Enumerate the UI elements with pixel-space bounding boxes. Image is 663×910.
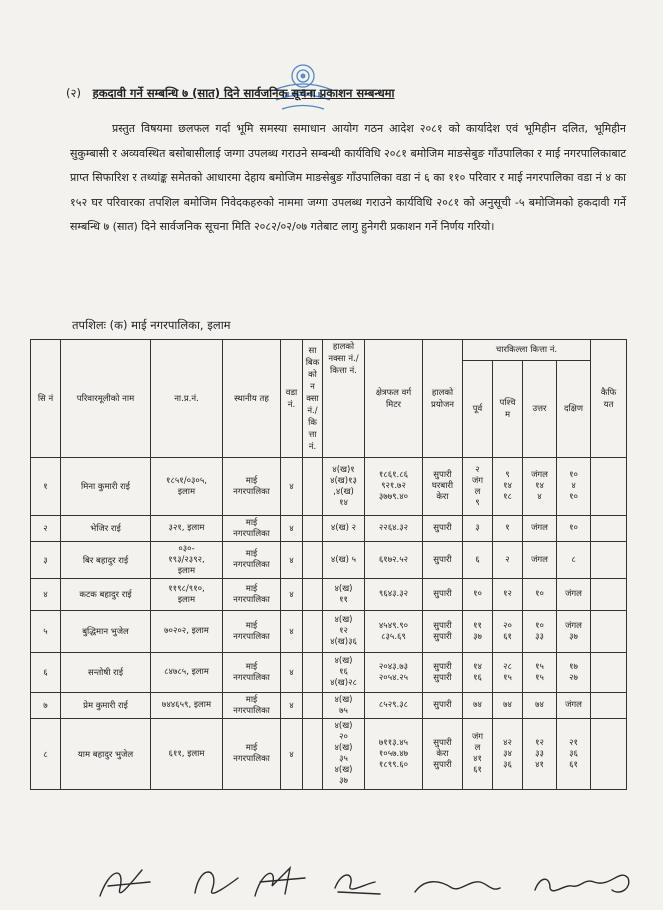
cell-old-sheet [303, 653, 323, 693]
table-row [31, 542, 627, 579]
cell-east: जंग ल ४१ ६१ [463, 719, 493, 790]
cell-sn: २ [31, 516, 61, 542]
cell-north: १० ३३ [523, 611, 557, 653]
signatures-area [80, 848, 640, 908]
cell-south: जंगल [557, 579, 591, 611]
cell-current-use: सुपारी सुपारी [423, 653, 463, 693]
cell-west: ७४ [493, 693, 523, 719]
table-body [31, 458, 627, 790]
cell-west: २० ६१ [493, 611, 523, 653]
header-area: क्षेत्रफल वर्ग मिटर [365, 340, 423, 458]
cell-ward: ४ [281, 458, 303, 516]
signature-1 [100, 870, 150, 896]
cell-current-use: सुपारी सुपारी [423, 611, 463, 653]
cell-area: ७११३.४५ १०५७.४७ १८९९.६० [365, 719, 423, 790]
cell-citizenship: ७०२०२, इलाम [151, 611, 223, 653]
cell-east: ६ [463, 542, 493, 579]
cell-remarks [591, 458, 627, 516]
cell-local-level: माई नगरपालिका [223, 653, 281, 693]
cell-area: १८६१.८६ ९२१.७२ ३७७९.४० [365, 458, 423, 516]
cell-local-level: माई नगरपालिका [223, 693, 281, 719]
cell-south: जंगल ३७ [557, 611, 591, 653]
cell-local-level: माई नगरपालिका [223, 719, 281, 790]
header-sn: सि नं [31, 340, 61, 458]
cell-sn: ७ [31, 693, 61, 719]
signature-5 [415, 882, 500, 892]
signature-4 [335, 875, 380, 894]
cell-local-level: माई नगरपालिका [223, 516, 281, 542]
cell-citizenship: १८५१/०३०५, इलाम [151, 458, 223, 516]
cell-current-use: सुपारी [423, 516, 463, 542]
cell-citizenship: ०३०- १९३/२३९२, इलाम [151, 542, 223, 579]
table-row [31, 719, 627, 790]
cell-current-sheet: ४(ख) १६ ४(ख)२८ [323, 653, 365, 693]
cell-remarks [591, 653, 627, 693]
cell-south: ८ [557, 542, 591, 579]
table-row [31, 579, 627, 611]
cell-west: ९ १४ १८ [493, 458, 523, 516]
cell-old-sheet [303, 719, 323, 790]
cell-local-level: माई नगरपालिका [223, 579, 281, 611]
cell-east: ११ ३७ [463, 611, 493, 653]
header-east: पूर्व [463, 361, 493, 458]
cell-current-sheet: ४(ख) ७५ [323, 693, 365, 719]
cell-current-sheet: ४(ख) २ [323, 516, 365, 542]
cell-north: जंगल १४ ४ [523, 458, 557, 516]
cell-current-sheet: ४(ख) १२ ४(ख)३६ [323, 611, 365, 653]
cell-local-level: माई नगरपालिका [223, 611, 281, 653]
table-header-row [31, 340, 627, 361]
cell-ward: ४ [281, 516, 303, 542]
cell-south: २१ ३६ ६१ [557, 719, 591, 790]
cell-west: २८ १५ [493, 653, 523, 693]
cell-current-sheet: ४(ख) २० ४(ख) ३५ ४(ख) ३७ [323, 719, 365, 790]
cell-west: २ [493, 542, 523, 579]
cell-east: १४ १६ [463, 653, 493, 693]
cell-family-head: प्रेम कुमारी राई [61, 693, 151, 719]
cell-family-head: बुद्धिमान भुजेल [61, 611, 151, 653]
header-old-sheet: सा बिक को न क्सा नं./ कि त्ता नं. [303, 340, 323, 458]
cell-citizenship: ६११, इलाम [151, 719, 223, 790]
cell-family-head: भेजिर राई [61, 516, 151, 542]
cell-north: १५ १५ [523, 653, 557, 693]
cell-current-sheet: ४(ख) ११ [323, 579, 365, 611]
header-family-head: परिवारमूलीको नाम [61, 340, 151, 458]
header-ward: वडा नं. [281, 340, 303, 458]
cell-family-head: कटक बहादुर राई [61, 579, 151, 611]
cell-current-sheet: ४(ख) ५ [323, 542, 365, 579]
cell-west: १ [493, 516, 523, 542]
cell-west: १२ [493, 579, 523, 611]
header-local-level: स्थानीय तह [223, 340, 281, 458]
details-subheading: तपशिलः (क) माई नगरपालिका, इलाम [72, 318, 231, 332]
cell-family-head: याम बहादुर भुजेल [61, 719, 151, 790]
cell-remarks [591, 579, 627, 611]
cell-sn: ३ [31, 542, 61, 579]
table-row [31, 458, 627, 516]
header-south: दक्षिण [557, 361, 591, 458]
table-row [31, 693, 627, 719]
cell-area: ८५२९.३८ [365, 693, 423, 719]
cell-area: ९६४३.३२ [365, 579, 423, 611]
header-remarks: कैफि यत [591, 340, 627, 458]
cell-old-sheet [303, 693, 323, 719]
cell-family-head: मिना कुमारी राई [61, 458, 151, 516]
cell-family-head: बिर बहादुर राई [61, 542, 151, 579]
cell-family-head: सन्तोषी राई [61, 653, 151, 693]
header-current-use: हालको प्रयोजन [423, 340, 463, 458]
cell-remarks [591, 611, 627, 653]
cell-current-use: सुपारी घरबारी केरा [423, 458, 463, 516]
cell-east: १० [463, 579, 493, 611]
table-row [31, 653, 627, 693]
notice-number: (२) [66, 86, 81, 100]
cell-citizenship: ८४७८५, इलाम [151, 653, 223, 693]
cell-ward: ४ [281, 611, 303, 653]
cell-old-sheet [303, 458, 323, 516]
cell-citizenship: ३२१, इलाम [151, 516, 223, 542]
cell-remarks [591, 693, 627, 719]
signature-3 [255, 868, 305, 896]
cell-old-sheet [303, 579, 323, 611]
cell-sn: ६ [31, 653, 61, 693]
cell-north: ७४ [523, 693, 557, 719]
cell-old-sheet [303, 516, 323, 542]
cell-current-use: सुपारी [423, 579, 463, 611]
cell-sn: ८ [31, 719, 61, 790]
notice-title: हकदावी गर्ने सम्बन्धि ७ (सात) दिने सार्वजनिक सूचना प्रकाशन सम्बन्धमा [92, 86, 395, 100]
cell-remarks [591, 719, 627, 790]
cell-north: जंगल [523, 542, 557, 579]
cell-area: ६१७२.५२ [365, 542, 423, 579]
cell-east: ३ [463, 516, 493, 542]
cell-old-sheet [303, 611, 323, 653]
cell-local-level: माई नगरपालिका [223, 542, 281, 579]
cell-citizenship: ७४४६५९, इलाम [151, 693, 223, 719]
cell-south: १७ २७ [557, 653, 591, 693]
cell-west: ४२ ३४ ३६ [493, 719, 523, 790]
signature-6 [535, 875, 629, 892]
header-north: उत्तर [523, 361, 557, 458]
signature-2 [195, 872, 238, 893]
cell-sn: ५ [31, 611, 61, 653]
cell-ward: ४ [281, 719, 303, 790]
cell-area: २२६४.३२ [365, 516, 423, 542]
cell-area: २०४३.७३ २०५४.२५ [365, 653, 423, 693]
cell-local-level: माई नगरपालिका [223, 458, 281, 516]
header-west: पश्चि म [493, 361, 523, 458]
cell-north: १२ ३३ ४१ [523, 719, 557, 790]
cell-south: १० [557, 516, 591, 542]
cell-ward: ४ [281, 579, 303, 611]
cell-area: ४५४९.९० ८३५.६९ [365, 611, 423, 653]
table-row [31, 611, 627, 653]
header-citizenship: ना.प्र.नं. [151, 340, 223, 458]
cell-sn: ४ [31, 579, 61, 611]
cell-ward: ४ [281, 693, 303, 719]
notice-heading [66, 86, 626, 101]
cell-current-sheet: ४(ख)१ ४(ख)१३ ,४(ख) १४ [323, 458, 365, 516]
cell-remarks [591, 542, 627, 579]
cell-current-use: सुपारी [423, 542, 463, 579]
cell-sn: १ [31, 458, 61, 516]
cell-south: १० ४ १० [557, 458, 591, 516]
cell-ward: ४ [281, 653, 303, 693]
cell-current-use: सुपारी [423, 693, 463, 719]
cell-south: जंगल [557, 693, 591, 719]
beneficiary-table [30, 339, 627, 790]
cell-ward: ४ [281, 542, 303, 579]
cell-current-use: सुपारी केरा सुपारी [423, 719, 463, 790]
header-boundary-group: चारकिल्ला कित्ता नं. [463, 340, 591, 361]
cell-east: ७४ [463, 693, 493, 719]
cell-north: जंगल [523, 516, 557, 542]
header-current-sheet: हालको नक्सा नं./ कित्ता नं. [323, 340, 365, 458]
cell-remarks [591, 516, 627, 542]
notice-body: प्रस्तुत विषयमा छलफल गर्दा भूमि समस्या समाधान आयोग गठन आदेश २०८१ को कार्यादेश एवं भूमिहीन दलित, भूमिहीन सुकुम्बासी र अव्यवस्थित बसोबासीलाई जग्गा उपलब्ध गराउने सम्बन्धी कार्यविधि २०८१ बमोजिम माङसेबुङ गाँउपालिका र माई नगरपालिकाबाट प्राप्त सिफारिश र तथ्यांङ्क समेतको आधारमा देहाय बमोजिम माङसेबुङ गाँउपालिका वडा नं ६ का ११० परिवार र माई नगरपालिका वडा नं ४ का १५२ घर परिवारका तपशिल बमोजिम निवेदकहरुको नाममा जग्गा उपलब्ध गराउने कार्यविधि २०८१ को अनुसूची -५ बमोजिमको हकदावी गर्ने सम्बन्धि ७ (सात) दिने सार्वजनिक सूचना मिति २०८२/०२/०७ गतेबाट लागु हुनेगरी प्रकाशन गर्ने निर्णय गरियो। [70, 122, 626, 233]
cell-old-sheet [303, 542, 323, 579]
cell-north: १० [523, 579, 557, 611]
cell-citizenship: ११९८/९१०, इलाम [151, 579, 223, 611]
table-row [31, 516, 627, 542]
cell-east: २ जंग ल ९ [463, 458, 493, 516]
